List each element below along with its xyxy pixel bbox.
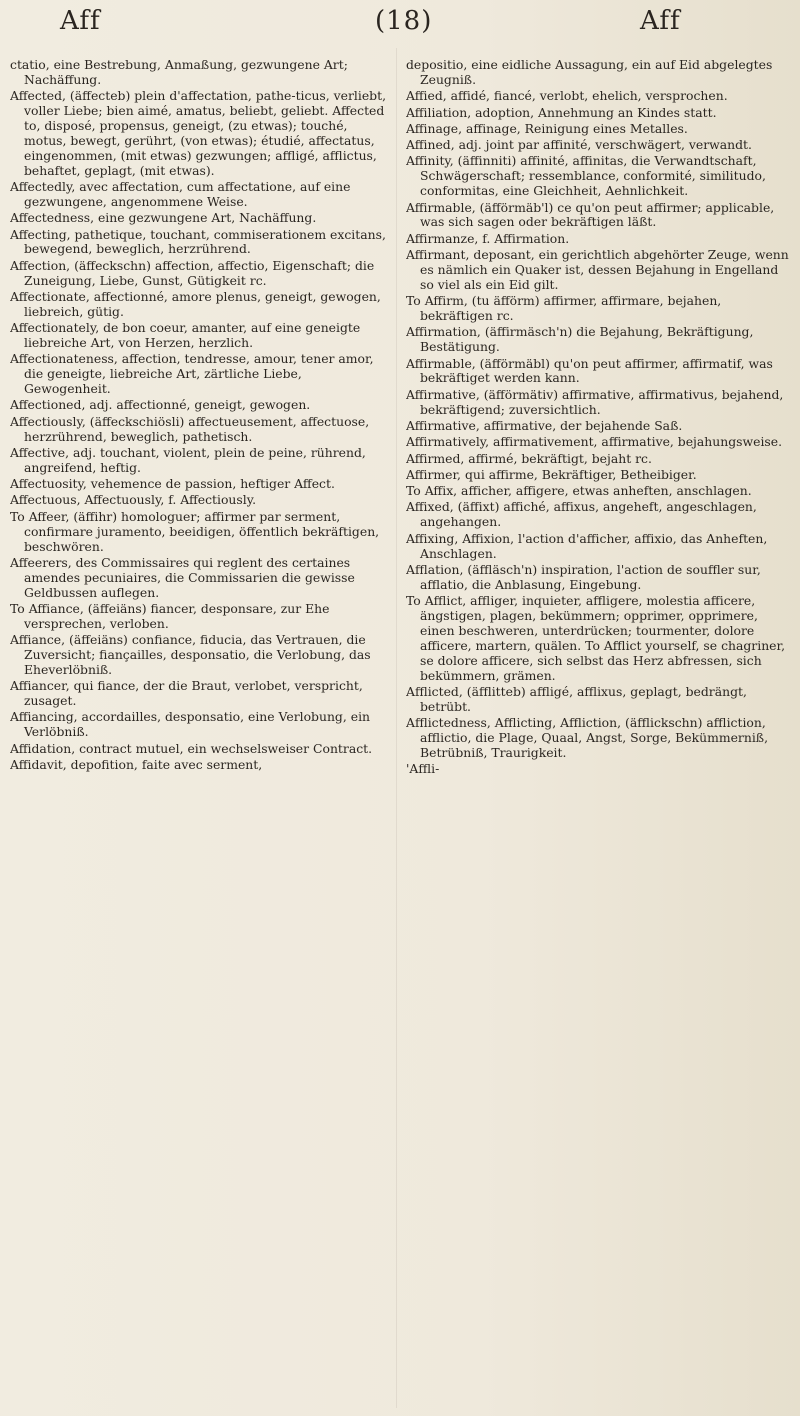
dictionary-entry: Affinity, (äffinniti) affinité, affinitas, die Verwandtschaft, Schwägerschaft; ressemblance, conformité, similitudo, conformitas, eine Gleichheit, Aehnlichkeit. xyxy=(406,153,766,199)
dictionary-entry: Affection, (äffeckschn) affection, affectio, Eigenschaft; die Zuneigung, Liebe, Gunst, Gütigkeit rc. xyxy=(10,257,375,288)
dictionary-entry: Affied, affidé, fiancé, verlobt, ehelich, versprochen. xyxy=(406,88,728,104)
dictionary-entry: Affirmative, (äfförmätiv) affirmative, affirmativus, bejahend, bekräftigend; zuversichtlich. xyxy=(406,386,784,417)
dictionary-entry: Affectuous, Affectuously, f. Affectiously. xyxy=(10,492,257,508)
dictionary-entry: To Affix, afficher, affigere, etwas anheften, anschlagen. xyxy=(406,483,752,499)
column-divider xyxy=(396,48,397,1408)
dictionary-entry: Affiancer, qui fiance, der die Braut, verlobet, verspricht, zusaget. xyxy=(10,678,363,709)
page-number: (18) xyxy=(375,6,433,36)
dictionary-entry: depositio, eine eidliche Aussagung, ein auf Eid abgelegtes Zeugniß. xyxy=(406,58,773,87)
dictionary-entry: Affectedness, eine gezwungene Art, Nachäffung. xyxy=(10,210,317,226)
dictionary-entry: Affecting, pathetique, touchant, commiserationem excitans, bewegend, beweglich, herzrührend. xyxy=(10,226,386,257)
dictionary-entry: To Affeer, (äffihr) homologuer; affirmer par serment, confirmare juramento, beeidigen, öffentlich bekräftigen, beschwören. xyxy=(10,508,380,554)
dictionary-entry: Affectuosity, vehemence de passion, heftiger Affect. xyxy=(10,476,335,492)
dictionary-entry: Affeerers, des Commissaires qui reglent des certaines amendes pecuniaires, die Commissarien die gewisse Geldbussen auflegen. xyxy=(10,554,355,600)
header-right-word: Aff xyxy=(640,6,681,36)
dictionary-entry: Affirmation, (äffirmäsch'n) die Bejahung, Bekräftigung, Bestätigung. xyxy=(406,324,754,355)
dictionary-entry: 'Affli- xyxy=(406,761,440,777)
dictionary-entry: Affinage, affinage, Reinigung eines Metalles. xyxy=(406,120,688,136)
dictionary-entry: Affectionately, de bon coeur, amanter, auf eine geneigte liebreiche Art, von Herzen, herzlich. xyxy=(10,320,361,351)
dictionary-entry: Affectiously, (äffeckschiösli) affectueusement, affectuose, herzrührend, beweglich, pathetisch. xyxy=(10,413,370,444)
dictionary-entry: To Affiance, (äffeiäns) fiancer, desponsare, zur Ehe versprechen, verloben. xyxy=(10,600,330,631)
dictionary-entry: Afflictedness, Afflicting, Affliction, (äfflickschn) affliction, afflictio, die Plage, Quaal, Angst, Sorge, Bekümmerniß, Betrübniß, Traurigkeit. xyxy=(406,715,769,760)
left-column xyxy=(10,58,390,1408)
dictionary-entry: Affidavit, depofition, faite avec serment, xyxy=(10,756,263,772)
dictionary-entry: Affected, (äffecteb) plein d'affectation, pathe-ticus, verliebt, voller Liebe; bien aimé, amatus, beliebt, geliebt. Affected to, disposé, propensus, geneigt, (zu etwas); touché, motus, bewegt, gerührt, (von etwas); étudié, affectatus, eingenommen, (mit etwas) gezwungen; affligé, afflictus, behaftet, geplagt, (mit etwas). xyxy=(10,88,387,178)
dictionary-entry: Affixed, (äffixt) affiché, affixus, angeheft, angeschlagen, angehangen. xyxy=(406,499,757,530)
header-left-word: Aff xyxy=(60,6,101,36)
page-header xyxy=(0,6,800,44)
dictionary-entry: Affirmant, deposant, ein gerichtlich abgehörter Zeuge, wenn es nämlich ein Quaker ist, dessen Bejahung in Engelland so viel als ein Eid gilt. xyxy=(406,247,789,292)
dictionary-entry: Affirmanze, f. Affirmation. xyxy=(406,230,570,246)
dictionary-entry: Affirmer, qui affirme, Bekräftiger, Betheibiger. xyxy=(406,466,697,482)
dictionary-entry: ctatio, eine Bestrebung, Anmaßung, gezwungene Art; Nachäffung. xyxy=(10,58,348,87)
dictionary-entry: Affirmatively, affirmativement, affirmative, bejahungsweise. xyxy=(406,434,783,450)
dictionary-entry: Affectioned, adj. affectionné, geneigt, gewogen. xyxy=(10,397,311,413)
dictionary-entry: Affectionate, affectionné, amore plenus, geneigt, gewogen, liebreich, gütig. xyxy=(10,288,381,319)
dictionary-entry: Affiancing, accordailles, desponsatio, eine Verlobung, ein Verlöbniß. xyxy=(10,709,371,740)
dictionary-entry: Affirmed, affirmé, bekräftigt, bejaht rc. xyxy=(406,450,652,466)
dictionary-entry: Afflicted, (äfflitteb) affligé, afflixus, geplagt, bedrängt, betrübt. xyxy=(406,683,747,714)
dictionary-entry: Affirmative, affirmative, der bejahende Saß. xyxy=(406,417,683,433)
dictionary-entry: Affectedly, avec affectation, cum affectatione, auf eine gezwungene, angenommene Weise. xyxy=(10,179,351,209)
dictionary-entry: Affidation, contract mutuel, ein wechselsweiser Contract. xyxy=(10,740,373,756)
dictionary-entry: Affirmable, (äfförmäb'l) ce qu'on peut affirmer; applicable, was sich sagen oder bekräftigen läßt. xyxy=(406,199,775,230)
dictionary-entry: Affirmable, (äfförmäbl) qu'on peut affirmer, affirmatif, was bekräftiget werden kann. xyxy=(406,355,773,386)
dictionary-entry: Affined, adj. joint par affinité, verschwägert, verwandt. xyxy=(406,137,752,153)
dictionary-entry: Affective, adj. touchant, violent, plein de peine, rührend, angreifend, heftig. xyxy=(10,444,366,475)
right-column xyxy=(406,58,790,1408)
dictionary-entry: Affixing, Affixion, l'action d'afficher, affixio, das Anheften, Anschlagen. xyxy=(406,530,768,561)
dictionary-entry: To Affirm, (tu äfförm) affirmer, affirmare, bejahen, bekräftigen rc. xyxy=(406,293,722,324)
dictionary-entry: To Afflict, affliger, inquieter, affligere, molestia afficere, ängstigen, plagen, bekümmern; opprimer, opprimere, einen beschweren, unterdrücken; tourmenter, dolore afficere, martern, quälen. To Afflict yourself, se chagriner, se dolore afficere, sich selbst das Herz abfressen, sich bekümmern, grämen. xyxy=(406,593,786,683)
dictionary-entry: Affiliation, adoption, Annehmung an Kindes statt. xyxy=(406,104,717,120)
dictionary-entry: Affiance, (äffeiäns) confiance, fiducia, das Vertrauen, die Zuversicht; fiançailles, desponsatio, die Verlobung, das Eheverlöbniß. xyxy=(10,632,371,677)
dictionary-entry: Afflation, (äffläsch'n) inspiration, l'action de souffler sur, afflatio, die Anblasung, Eingebung. xyxy=(406,561,761,592)
dictionary-entry: Affectionateness, affection, tendresse, amour, tener amor, die geneigte, liebreiche Art, zärtliche Liebe, Gewogenheit. xyxy=(10,351,374,397)
